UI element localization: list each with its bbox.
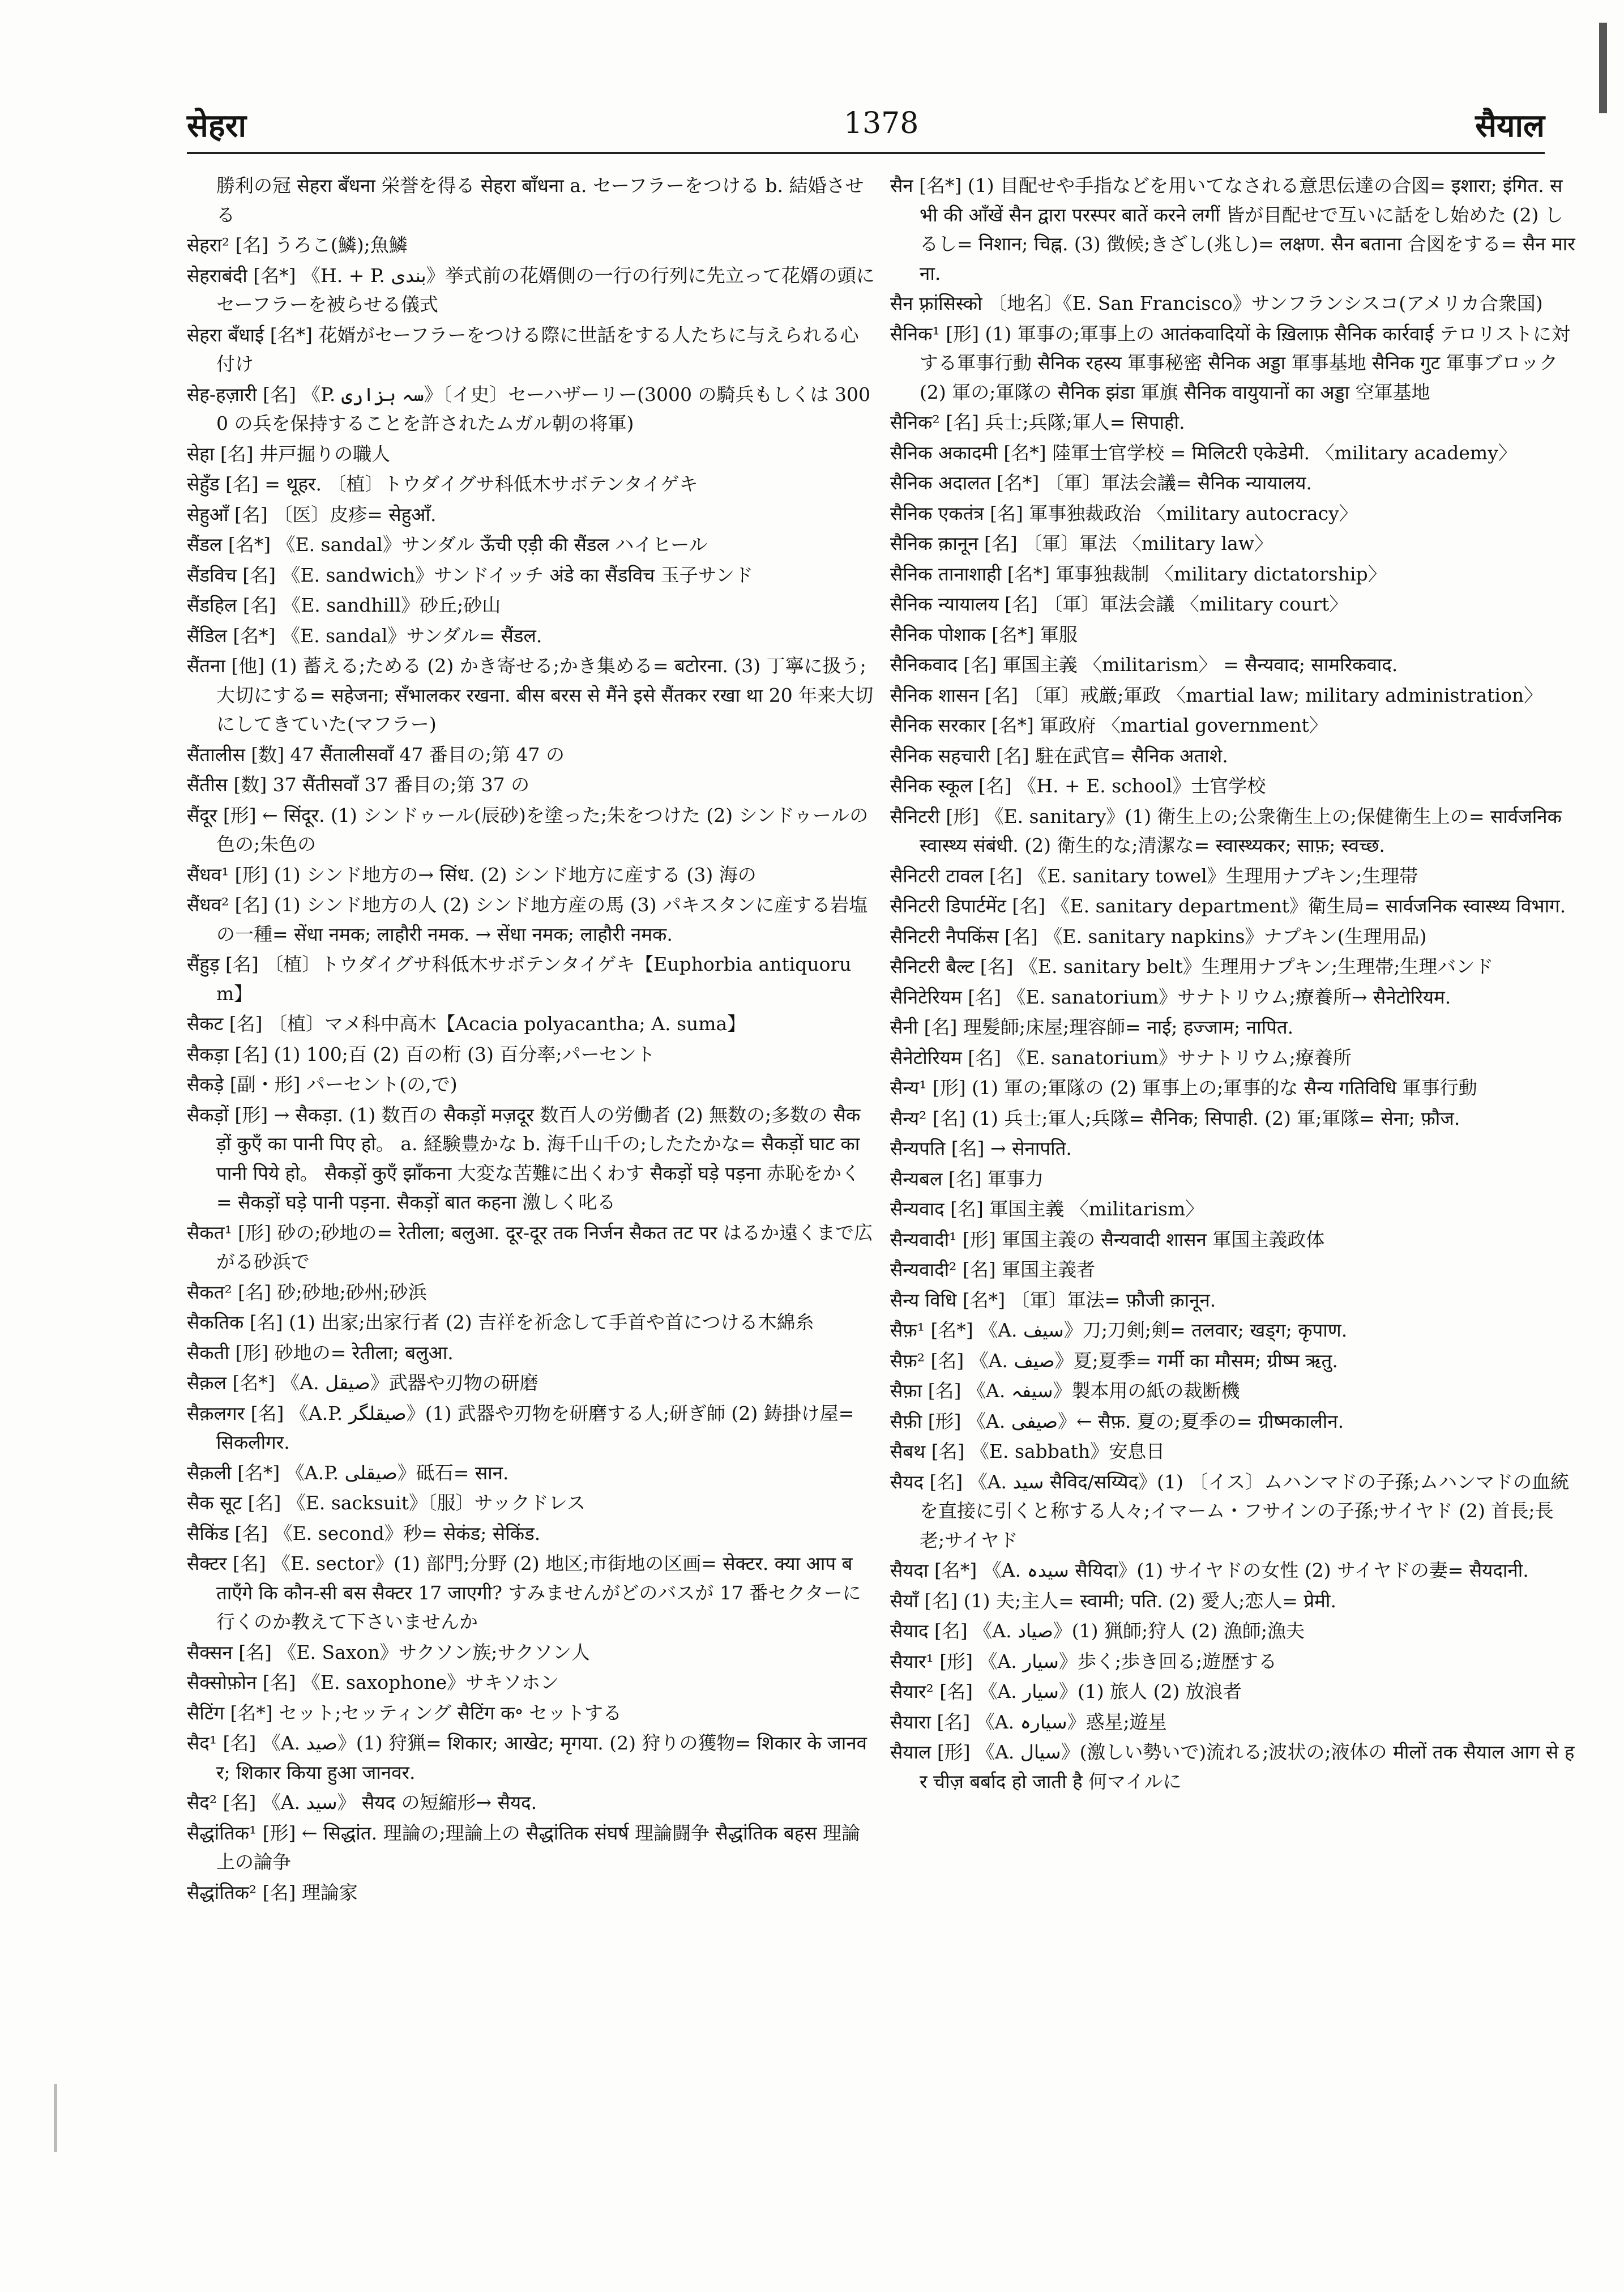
dictionary-entry: सैनिटरी डिपार्टमेंट [名] 《E. sanitary department》衛生局= सार्वजनिक स्वास्थ्य विभाग.	[890, 895, 1566, 917]
dictionary-entry: सैंतीस [数] 37 सैंतीसवाँ 37 番目の;第 37 の	[187, 774, 530, 796]
dictionary-entry: सैकड़ा [名] (1) 100;百 (2) 百の桁 (3) 百分率;パーセント	[187, 1043, 655, 1065]
dictionary-entry: सैंडविच [名] 《E. sandwich》サンドイッチ अंडे का सैंडविच 玉子サンド	[187, 564, 754, 586]
dictionary-entry: सैनिटरी नैपकिंस [名] 《E. sanitary napkins》ナプキン(生理用品)	[890, 925, 1427, 947]
dictionary-entry: सैकती [形] 砂地の= रेतीला; बलुआ.	[187, 1341, 454, 1364]
dictionary-entry: सेह-हज़ारी [名] 《P. سہ ہزاری》〔イ史〕セーハザーリー(3000 の騎兵もしくは 3000 の兵を保持することを許されたムガル朝の将軍)	[187, 383, 871, 434]
dictionary-entry: सैंदूर [形] ← सिंदूर. (1) シンドゥール(辰砂)を塗った;朱をつけた (2) シンドゥールの色の;朱色の	[187, 804, 869, 855]
dictionary-entry: सैद्धांतिक² [名] 理論家	[187, 1881, 358, 1903]
dictionary-entry: सैनी [名] 理髪師;床屋;理容師= नाई; हज्जाम; नापित.	[890, 1016, 1294, 1038]
dictionary-entry: सैयार² [名] 《A. سیار》(1) 旅人 (2) 放浪者	[890, 1680, 1242, 1702]
dictionary-entry: सैन्यबल [名] 軍事力	[890, 1167, 1044, 1190]
right-guide-word: सैयाल	[1475, 108, 1545, 144]
scan-margin-mark	[54, 2084, 57, 2152]
dictionary-entry: सैक्सन [名] 《E. Saxon》サクソン族;サクソン人	[187, 1641, 591, 1663]
dictionary-entry: सैनिक एकतंत्र [名] 軍事独裁政治 〈military autocracy〉	[890, 502, 1358, 524]
left-column	[187, 171, 875, 1908]
dictionary-entry: सैंधव¹ [形] (1) シンド地方の→ सिंध. (2) シンド地方に産する (3) 海の	[187, 863, 757, 886]
dictionary-entry: सैनिक¹ [形] (1) 軍事の;軍事上の आतंकवादियों के ख़िलाफ़ सैनिक कार्रवाई テロリストに対する軍事行動 सैनिक रहस्य 軍事秘密 सैनिक अड्डा 軍事基地 सैनिक गुट 軍事ブロック (2) 軍の;軍隊の सैनिक झंडा 軍旗 सैनिक वायुयानों का अड्डा 空軍基地	[890, 322, 1570, 403]
dictionary-entry: सैनिक स्कूल [名] 《H. + E. school》士官学校	[890, 775, 1266, 797]
dictionary-entry: सैयाद [名] 《A. صیاد》(1) 猟師;狩人 (2) 漁師;漁夫	[890, 1620, 1305, 1642]
dictionary-entry: सैनिक अकादमी [名*] 陸軍士官学校 = मिलिटरी एकेडेमी. 〈military academy〉	[890, 441, 1517, 464]
dictionary-entry: सैकड़ों [形] → सैकड़ा. (1) 数百の सैकड़ों मज़दूर 数百人の労働者 (2) 無数の;多数の सैकड़ों कुएँ का पानी पिए हो。 a. 経験豊かな b. 海千山千の;したたかな= सैकड़ों घाट का पानी पिये हो。 सैकड़ों कुएँ झाँकना 大変な苦難に出くわす सैकड़ों घड़े पड़ना 赤恥をかく= सैकड़ों घड़े पानी पड़ना. सैकड़ों बात कहना 激しく叱る	[187, 1103, 861, 1213]
dictionary-entry: सैनिक² [名] 兵士;兵隊;軍人= सिपाही.	[890, 411, 1185, 433]
dictionary-entry: सैन्यवाद [名] 軍国主義 〈militarism〉	[890, 1198, 1204, 1220]
left-guide-word: सेहरा	[187, 108, 246, 144]
dictionary-entry: सैनिटरी टावल [名] 《E. sanitary towel》生理用ナプキン;生理帯	[890, 864, 1418, 887]
dictionary-entry: सैद¹ [名] 《A. صید》(1) 狩猟= शिकार; आखेट; मृगया. (2) 狩りの獲物= शिकार के जानवर; शिकार किया हुआ जानवर.	[187, 1732, 867, 1783]
dictionary-entry: सैकड़े [副・形] パーセント(の,で)	[187, 1073, 458, 1095]
right-column	[890, 171, 1578, 1797]
dictionary-entry: सैनिटरी बैल्ट [名] 《E. sanitary belt》生理用ナプキン;生理帯;生理バンド	[890, 955, 1494, 978]
dictionary-entry: सैन्यपति [名] → सेनापति.	[890, 1137, 1072, 1159]
dictionary-entry: सैफ़² [名] 《A. صیف》夏;夏季= गर्मी का मौसम; ग्रीष्म ऋतु.	[890, 1349, 1338, 1372]
dictionary-entry: सैक्सोफ़ोन [名] 《E. saxophone》サキソホン	[187, 1671, 559, 1693]
dictionary-entry: सैन [名*] (1) 目配せや手指などを用いてなされる意思伝達の合図= इशारा; इंगित. सभी की आँखें सैन द्वारा परस्पर बातें करने लगीं 皆が目配せで互いに話をし始めた (2) しるし= निशान; चिह्न. (3) 徴候;きざし(兆し)= लक्षण. सैन बताना 合図をする= सैन मारना.	[890, 174, 1575, 284]
dictionary-entry: सैन्यवादी¹ [形] 軍国主義の सैन्यवादी शासन 軍国主義政体	[890, 1228, 1325, 1250]
page-number: 1378	[844, 106, 919, 140]
dictionary-entry: सैनिक न्यायालय [名] 〔軍〕軍法会議 〈military court〉	[890, 593, 1348, 615]
dictionary-entry: सैक़ल [名*] 《A. صیقل》武器や刃物の研磨	[187, 1372, 539, 1394]
dictionary-entry: सैनिक तानाशाही [名*] 軍事独裁制 〈military dictatorship〉	[890, 562, 1387, 585]
dictionary-entry: सैयाँ [名] (1) 夫;主人= स्वामी; पति. (2) 愛人;恋人= प्रेमी.	[890, 1589, 1336, 1612]
dictionary-entry: सैनिक अदालत [名*] 〔軍〕軍法会議= सैनिक न्यायालय.	[890, 472, 1312, 494]
dictionary-entry: सैंधव² [名] (1) シンド地方の人 (2) シンド地方産の馬 (3) パキスタンに産する岩塩の一種= सेंधा नमक; लाहौरी नमक. → सेंधा नमक; लाहौरी नमक.	[187, 894, 868, 945]
dictionary-entry: सैंतना [他] (1) 蓄える;ためる (2) かき寄せる;かき集める= बटोरना. (3) 丁寧に扱う;大切にする= सहेजना; सँभालकर रखना. बीस बरस से मैंने इसे सैंतकर रखा था 20 年来大切にしてきていた(マフラー)	[187, 655, 874, 735]
dictionary-entry: सैन फ़्रांसिस्को 〔地名〕《E. San Francisco》サンフランシスコ(アメリカ合衆国)	[890, 292, 1543, 314]
dictionary-entry: सेहुँड [名] = थूहर. 〔植〕トウダイグサ科低木サボテンタイゲキ	[187, 473, 698, 495]
dictionary-entry: सैयार¹ [形] 《A. سیار》歩く;歩き回る;遊歴する	[890, 1650, 1277, 1672]
dictionary-entry: सेहराबंदी [名*] 《H. + P. بندی》挙式前の花婿側の一行の行列に先立って花婿の頭にセーフラーを被らせる儀式	[187, 264, 875, 315]
dictionary-entry: सैन्य विधि [名*] 〔軍〕軍法= फ़ौजी क़ानून.	[890, 1288, 1216, 1311]
dictionary-entry: सैकतिक [名] (1) 出家;出家行者 (2) 吉祥を祈念して手首や首につける木綿糸	[187, 1311, 814, 1333]
dictionary-entry: सैयारा [名] 《A. سیارہ》惑星;遊星	[890, 1710, 1167, 1733]
header-rule	[187, 152, 1545, 154]
dictionary-entry: सैनिक सरकार [名*] 軍政府 〈martial government〉	[890, 714, 1328, 736]
dictionary-entry: सैनिटेरियम [名] 《E. sanatorium》サナトリウム;療養所→ सैनेटोरियम.	[890, 985, 1451, 1008]
dictionary-entry: सैनिकवाद [名] 軍国主義 〈militarism〉 = सैन्यवाद; सामरिकवाद.	[890, 654, 1398, 676]
dictionary-entry: सैटिंग [名*] セット;セッティング सैटिंग क॰ セットする	[187, 1701, 622, 1724]
dictionary-entry: सैंडिल [名*] 《E. sandal》サンダル= सैंडल.	[187, 624, 542, 647]
dictionary-entry: सैंहुड़ [名] 〔植〕トウダイグサ科低木サボテンタイゲキ【Euphorbia antiquorum】	[187, 953, 852, 1005]
dictionary-entry: सेहुआँ [名] 〔医〕皮疹= सेहुआँ.	[187, 503, 437, 526]
dictionary-entry: सैबथ [名] 《E. sabbath》安息日	[890, 1440, 1165, 1462]
dictionary-entry: सैंडल [名*] 《E. sandal》サンダル ऊँची एड़ी की सैंडल ハイヒール	[187, 533, 708, 556]
dictionary-entry: सैनेटोरियम [名] 《E. sanatorium》サナトリウム;療養所	[890, 1046, 1352, 1069]
dictionary-entry: सैक़लगर [名] 《A.P. صیقلگر》(1) 武器や刃物を研磨する人;研ぎ師 (2) 鋳掛け屋= सिकलीगर.	[187, 1402, 854, 1453]
dictionary-entry: सैयाल [形] 《A. سیال》(激しい勢いで)流れる;波状の;液体の मीलों तक सैयाल आग से हर चीज़ बर्बाद हो जाती है 何マイルに	[890, 1741, 1575, 1792]
dictionary-entry: सैनिक सहचारी [名] 駐在武官= सैनिक अताशे.	[890, 744, 1228, 767]
dictionary-entry: सैफ़ा [名] 《A. سیفہ》製本用の紙の裁断機	[890, 1380, 1240, 1402]
dictionary-entry: सेहरा बँधाई [名*] 花婿がセーフラーをつける際に世話をする人たちに与えられる心付け	[187, 323, 859, 375]
scan-edge-mark	[1599, 23, 1607, 113]
dictionary-entry: सैक्टर [名] 《E. sector》(1) 部門;分野 (2) 地区;市街地の区画= सेक्टर. क्या आप बताएँगे कि कौन-सी बस सैक्टर 17 जाएगी? すみませんがどのバスが 17 番セクターに行くのか教えて下さいませんか	[187, 1552, 861, 1633]
dictionary-entry: सैनिक शासन [名] 〔軍〕戒厳;軍政 〈martial law; military administration〉	[890, 684, 1543, 706]
dictionary-entry: 勝利の冠 सेहरा बँधना 栄誉を得る सेहरा बाँधना a. セーフラーをつける b. 結婚させる	[216, 174, 864, 226]
dictionary-entry: सैद्धांतिक¹ [形] ← सिद्धांत. 理論の;理論上の सैद्धांतिक संघर्ष 理論闘争 सैद्धांतिक बहस 理論上の論争	[187, 1821, 861, 1873]
dictionary-entry: सैंडहिल [名] 《E. sandhill》砂丘;砂山	[187, 594, 501, 616]
dictionary-entry: सैद² [名] 《A. سید》 सैयद の短縮形→ सैयद.	[187, 1791, 537, 1813]
dictionary-entry: सैयदा [名*] 《A. سیدہ सैयिदा》(1) サイヤドの女性 (2) サイヤドの妻= सैयदानी.	[890, 1559, 1529, 1581]
dictionary-entry: सैन्य² [名] (1) 兵士;軍人;兵隊= सैनिक; सिपाही. (2) 軍;軍隊= सेना; फ़ौज.	[890, 1107, 1460, 1129]
dictionary-entry: सैकत² [名] 砂;砂地;砂州;砂浜	[187, 1281, 427, 1303]
dictionary-entry: सैफ़ी [形] 《A. صیفی》← सैफ़. 夏の;夏季の= ग्रीष्मकालीन.	[890, 1410, 1344, 1432]
dictionary-entry: सैफ़¹ [名*] 《A. سیف》刀;刀剣;剣= तलवार; खड्ग; कृपाण.	[890, 1319, 1348, 1341]
dictionary-entry: सेहरा² [名] うろこ(鱗);魚鱗	[187, 234, 408, 256]
dictionary-entry: सैनिटरी [形] 《E. sanitary》(1) 衛生上の;公衆衛生上の;保健衛生上の= सार्वजनिक स्वास्थ्य संबंधी. (2) 衛生的な;清潔な= स्वास्थ्यकर; साफ़; स्वच्छ.	[890, 805, 1562, 856]
dictionary-entry: सैन्य¹ [形] (1) 軍の;軍隊の (2) 軍事上の;軍事的な सैन्य गतिविधि 軍事行動	[890, 1077, 1477, 1099]
dictionary-entry: सैकट [名] 〔植〕マメ科中高木【Acacia polyacantha; A. suma】	[187, 1013, 746, 1035]
dictionary-entry: सैकत¹ [形] 砂の;砂地の= रेतीला; बलुआ. दूर-दूर तक निर्जन सैकत तट पर はるか遠くまで広がる砂浜で	[187, 1221, 873, 1273]
dictionary-entry: सेहा [名] 井戸掘りの職人	[187, 442, 391, 465]
dictionary-entry: सैनिक पोशाक [名*] 軍服	[890, 623, 1078, 646]
dictionary-entry: सैकिंड [名] 《E. second》秒= सेकंड; सेकिंड.	[187, 1522, 541, 1544]
dictionary-entry: सैक सूट [名] 《E. sacksuit》〔服〕サックドレス	[187, 1492, 586, 1514]
dictionary-entry: सैक़ली [名*] 《A.P. صیقلی》砥石= सान.	[187, 1461, 509, 1484]
dictionary-entry: सैंतालीस [数] 47 सैंतालीसवाँ 47 番目の;第 47 の	[187, 743, 565, 766]
page-header	[187, 95, 1545, 152]
dictionary-entry: सैनिक क़ानून [名] 〔軍〕軍法 〈military law〉	[890, 532, 1273, 554]
dictionary-entry: सैन्यवादी² [名] 軍国主義者	[890, 1258, 1096, 1281]
dictionary-entry: सैयद [名] 《A. سید सैविद/सय्यिद》(1) 〔イス〕ムハンマドの子孫;ムハンマドの血統を直接に引くと称する人々;イマーム・フサインの子孫;サイヤド (2) 首長;長老;サイヤド	[890, 1470, 1570, 1551]
